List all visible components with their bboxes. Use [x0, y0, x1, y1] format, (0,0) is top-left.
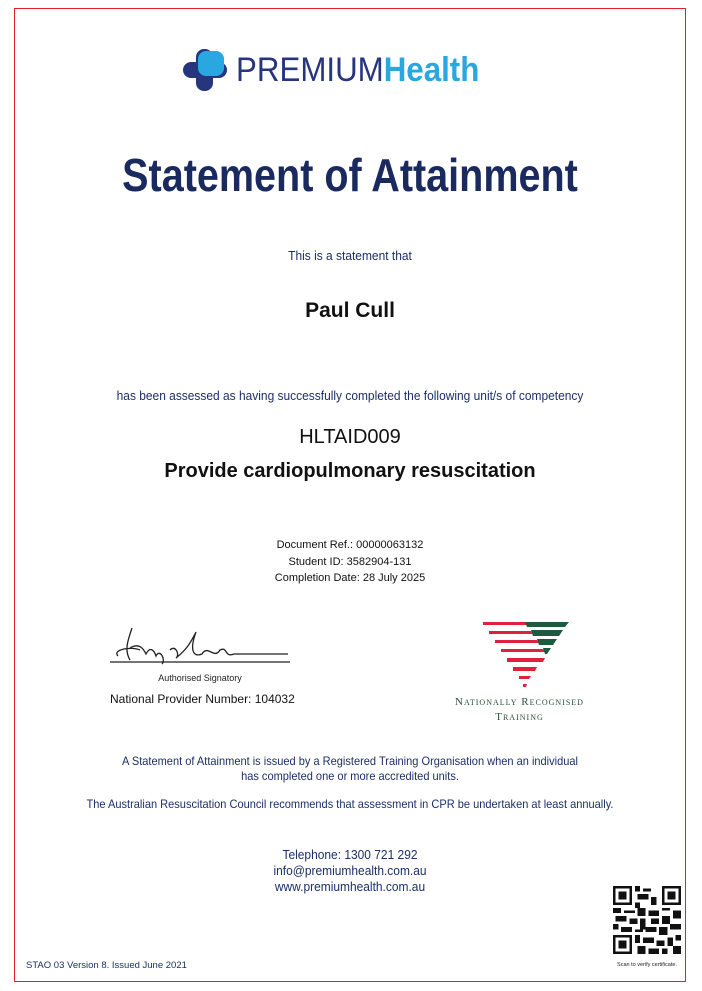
contact-block	[41, 847, 659, 895]
certificate-details	[14, 537, 686, 587]
nrt-triangle-icon	[465, 618, 575, 690]
cross-logo-icon	[182, 47, 228, 93]
qr-code[interactable]	[613, 886, 681, 954]
unit-name: Provide cardiopulmonary resuscitation	[164, 460, 536, 482]
nrt-line1: Nationally Recognised	[455, 696, 584, 708]
unit-code: HLTAID009	[299, 426, 401, 448]
notes	[41, 754, 659, 812]
signature-block	[110, 620, 295, 706]
email-link[interactable]: info@premiumhealth.com.au	[273, 863, 427, 878]
brand-premium: PREMIUM	[236, 50, 384, 89]
document-ref: Document Ref.: 00000063132	[276, 539, 424, 551]
completion-date: Completion Date: 28 July 2025	[274, 572, 426, 584]
page-title: Statement of Attainment	[122, 149, 578, 201]
note-line-1: A Statement of Attainment is issued by a Registered Training Organisation when an individual	[122, 754, 578, 768]
assessment-text: has been assessed as having successfully completed the following unit/s of competency	[116, 388, 584, 403]
telephone: Telephone: 1300 721 292	[282, 847, 418, 862]
signatory-label: Authorised Signatory	[158, 673, 242, 683]
provider-number: National Provider Number: 104032	[110, 692, 295, 706]
footer-version: STAO 03 Version 8. Issued June 2021	[26, 960, 187, 971]
student-id: Student ID: 3582904-131	[288, 555, 412, 568]
brand-health: Health	[383, 50, 480, 89]
note-line-2: has completed one or more accredited units.	[241, 769, 459, 783]
website-link[interactable]: www.premiumhealth.com.au	[274, 879, 426, 894]
qr-caption: Scan to verify certificate.	[617, 962, 677, 968]
recipient-name: Paul Cull	[305, 299, 395, 322]
nrt-logo	[452, 618, 587, 725]
premium-health-logo	[182, 46, 500, 94]
note-line-3: The Australian Resuscitation Council recommends that assessment in CPR be undertaken at least annually.	[86, 797, 614, 811]
intro-text: This is a statement that	[288, 248, 412, 263]
nrt-line2: Training	[495, 711, 544, 723]
signature-image	[110, 620, 290, 668]
